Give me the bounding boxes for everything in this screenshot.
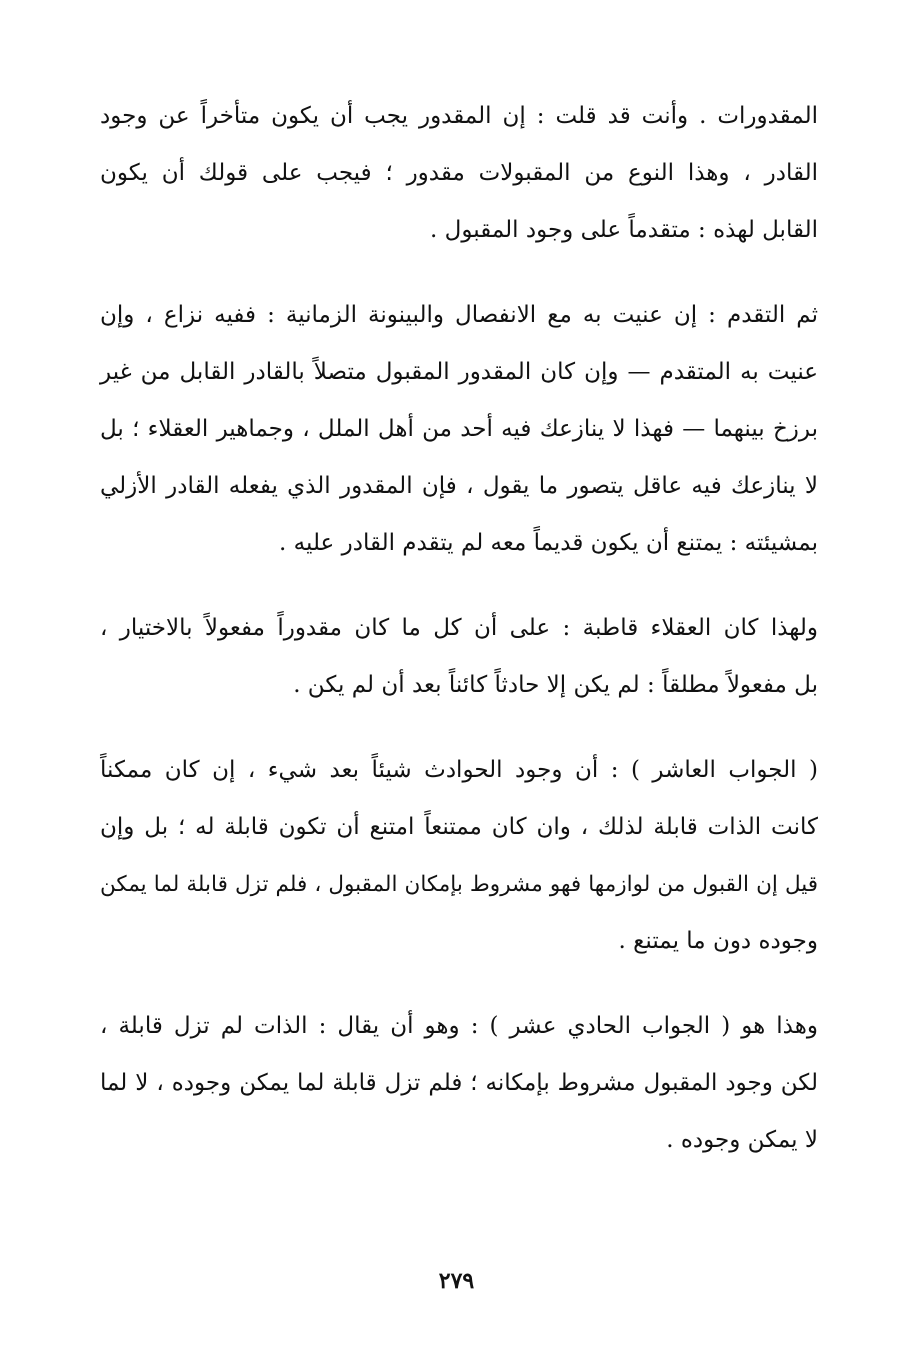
text-line: بل مفعولاً مطلقاً : لم يكن إلا حادثاً كائناً بعد أن لم يكن . xyxy=(293,672,818,698)
page-number: ٢٧٩ xyxy=(438,1268,475,1294)
paragraph xyxy=(100,742,818,970)
text-line: ثم التقدم : إن عنيت به مع الانفصال والبينونة الزمانية : ففيه نزاع ، وإن xyxy=(100,302,818,328)
body-text xyxy=(100,88,818,1169)
text-line: قيل إن القبول من لوازمها فهو مشروط بإمكان المقبول ، فلم تزل قابلة لما يمكن xyxy=(100,872,818,897)
paragraph xyxy=(100,287,818,572)
text-line: القادر ، وهذا النوع من المقبولات مقدور ؛ فيجب على قولك أن يكون xyxy=(100,160,818,186)
text-line: برزخ بينهما — فهذا لا ينازعك فيه أحد من أهل الملل ، وجماهير العقلاء ؛ بل xyxy=(100,416,818,442)
text-line: ولهذا كان العقلاء قاطبة : على أن كل ما كان مقدوراً مفعولاً بالاختيار ، xyxy=(100,615,818,641)
paragraph xyxy=(100,88,818,259)
paragraph xyxy=(100,998,818,1169)
text-line: لا ينازعك فيه عاقل يتصور ما يقول ، فإن المقدور الذي يفعله القادر الأزلي xyxy=(100,473,818,499)
text-line: ( الجواب العاشر ) : أن وجود الحوادث شيئاً بعد شيء ، إن كان ممكناً xyxy=(100,757,818,783)
text-line: وجوده دون ما يمتنع . xyxy=(618,928,818,954)
text-line: بمشيئته : يمتنع أن يكون قديماً معه لم يتقدم القادر عليه . xyxy=(279,530,818,556)
text-line: لا يمكن وجوده . xyxy=(666,1127,818,1153)
text-line: القابل لهذه : متقدماً على وجود المقبول . xyxy=(430,217,818,243)
text-line: وهذا هو ( الجواب الحادي عشر ) : وهو أن يقال : الذات لم تزل قابلة ، xyxy=(100,1013,818,1039)
text-line: عنيت به المتقدم — وإن كان المقدور المقبول متصلاً بالقادر القابل من غير xyxy=(100,359,818,385)
text-line: كانت الذات قابلة لذلك ، وان كان ممتنعاً امتنع أن تكون قابلة له ؛ بل وإن xyxy=(100,814,818,840)
text-line: المقدورات . وأنت قد قلت : إن المقدور يجب أن يكون متأخراً عن وجود xyxy=(100,103,818,129)
paragraph xyxy=(100,600,818,714)
text-line: لكن وجود المقبول مشروط بإمكانه ؛ فلم تزل قابلة لما يمكن وجوده ، لا لما xyxy=(100,1070,818,1096)
